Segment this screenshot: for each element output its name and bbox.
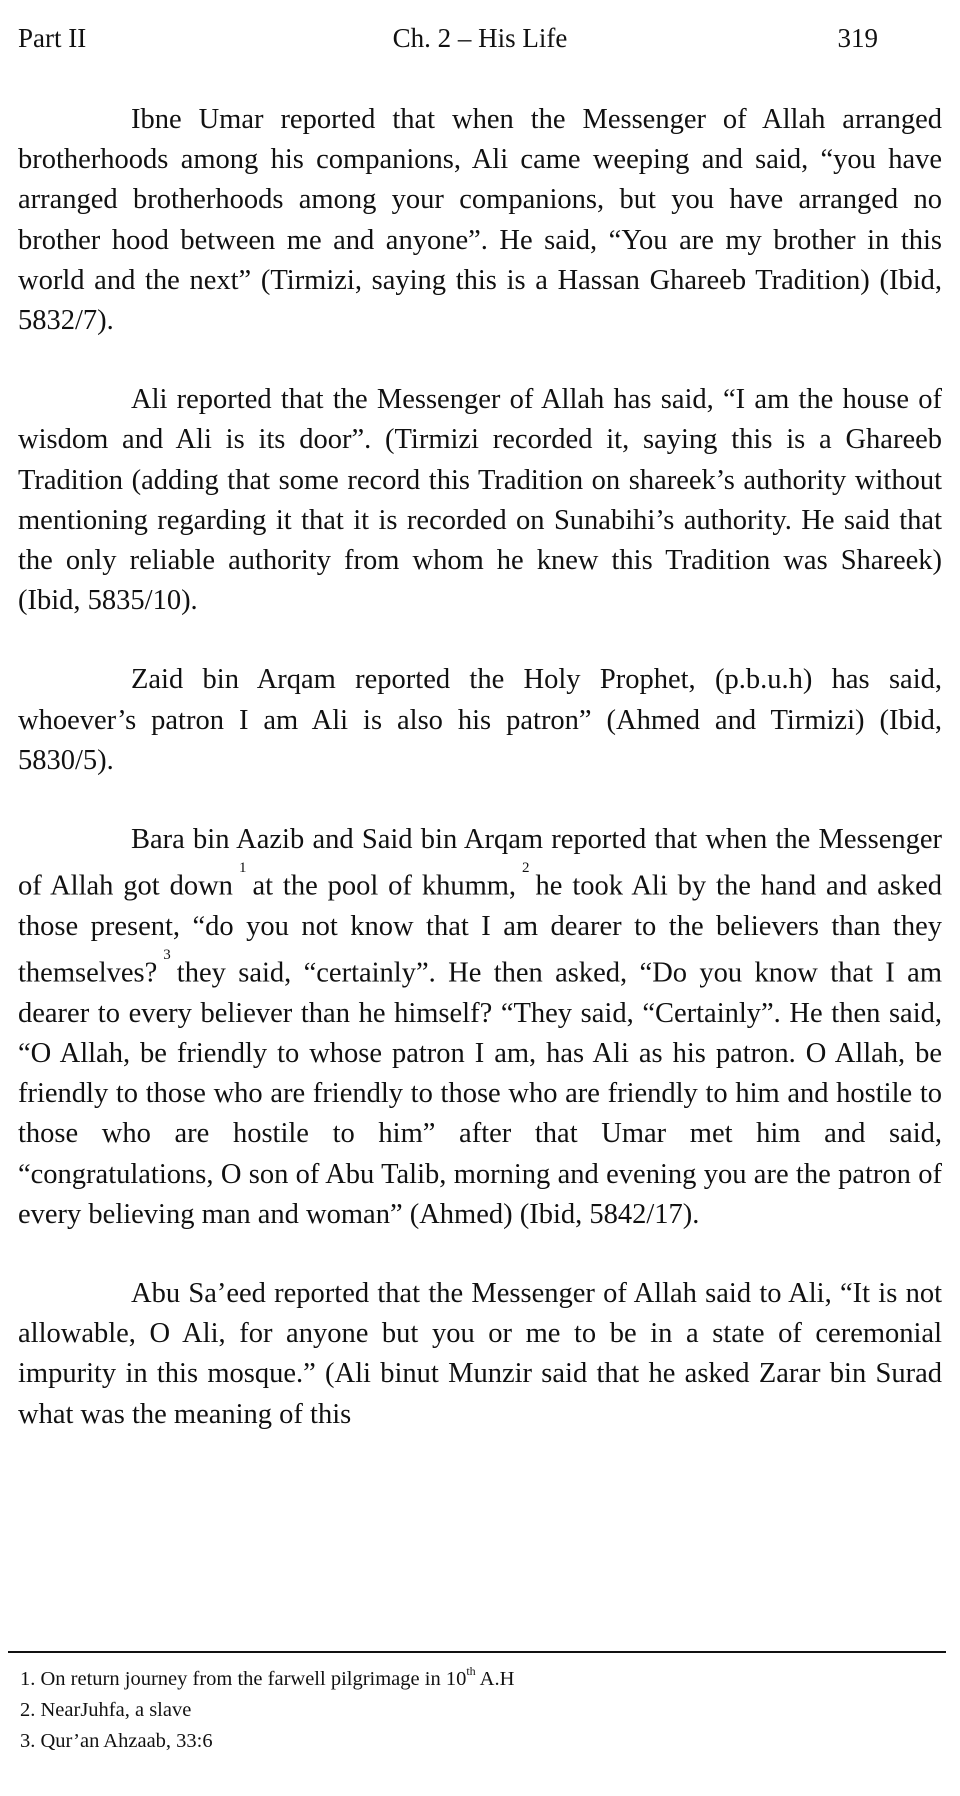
paragraph-bara-bin-aazib	[18, 820, 942, 1235]
footnote-ref-2: 2	[522, 860, 530, 877]
part-label: Part II	[18, 23, 87, 53]
page-number: 319	[837, 23, 878, 53]
body-text	[18, 100, 942, 1435]
footnote-divider	[8, 1651, 946, 1653]
footnote-ref-3: 3	[163, 947, 171, 964]
page-header	[18, 14, 942, 62]
footnote-superscript: th	[466, 1664, 476, 1678]
paragraph-text-segment: at the pool of khumm,	[252, 870, 517, 902]
footnote-2: 2. NearJuhfa, a slave	[20, 1698, 192, 1721]
footnote-text: 1. On return journey from the farwell pilgrimage in 10	[20, 1667, 467, 1690]
paragraph-ibne-umar: Ibne Umar reported that when the Messenger of Allah arranged brotherhoods among his companions, Ali came weeping and said, “you have arranged brotherhoods among your companions, but you have arranged no brother hood between me and anyone”. He said, “You are my brother in this world and the next” (Tirmizi, saying this is a Hassan Ghareeb Tradition) (Ibid, 5832/7).	[18, 104, 942, 337]
footnote-tail: A.H	[475, 1667, 515, 1690]
chapter-title: Ch. 2 – His Life	[392, 23, 568, 53]
footnote-3: 3. Qur’an Ahzaab, 33:6	[20, 1729, 213, 1752]
footnote-ref-1: 1	[238, 860, 247, 877]
paragraph-text-segment: he took Ali by the hand and asked those present, “do you not know that I am dearer to the believers than they themselves?	[18, 870, 942, 989]
paragraph-ali-house-of-wisdom: Ali reported that the Messenger of Allah has said, “I am the house of wisdom and Ali is its door”. (Tirmizi recorded it, saying this is a Ghareeb Tradition (adding that some record this Tradition on shareek’s authority without mentioning regarding it that it is recorded on Sunabihi’s authority. He said that the only reliable authority from whom he knew this Tradition was Shareek) (Ibid, 5835/10).	[18, 384, 942, 617]
footnotes	[20, 1658, 942, 1757]
paragraph-text-segment: Bara bin Aazib and Said bin Arqam reported that when the Messenger of Allah got down	[18, 824, 942, 902]
footnote-1	[20, 1658, 942, 1695]
paragraph-text-segment: they said, “certainly”. He then asked, “Do you know that I am dearer to every believer than he himself? “They said, “Certainly”. He then said, “O Allah, be friendly to whose patron I am, has Ali as his patron. O Allah, be friendly to those who are friendly to those who are friendly to him and hostile to those who are hostile to him” after that Umar met him and said, “congratulations, O son of Abu Talib, morning and evening you are the patron of every believing man and woman” (Ahmed) (Ibid, 5842/17).	[18, 957, 942, 1230]
paragraph-abu-saeed: Abu Sa’eed reported that the Messenger of Allah said to Ali, “It is not allowable, O Ali, for anyone but you or me to be in a state of ceremonial impurity in this mosque.” (Ali binut Munzir said that he asked Zarar bin Surad what was the meaning of this	[18, 1278, 942, 1430]
paragraph-zaid-bin-arqam: Zaid bin Arqam reported the Holy Prophet, (p.b.u.h) has said, whoever’s patron I am Ali is also his patron” (Ahmed and Tirmizi) (Ibid, 5830/5).	[18, 664, 942, 776]
